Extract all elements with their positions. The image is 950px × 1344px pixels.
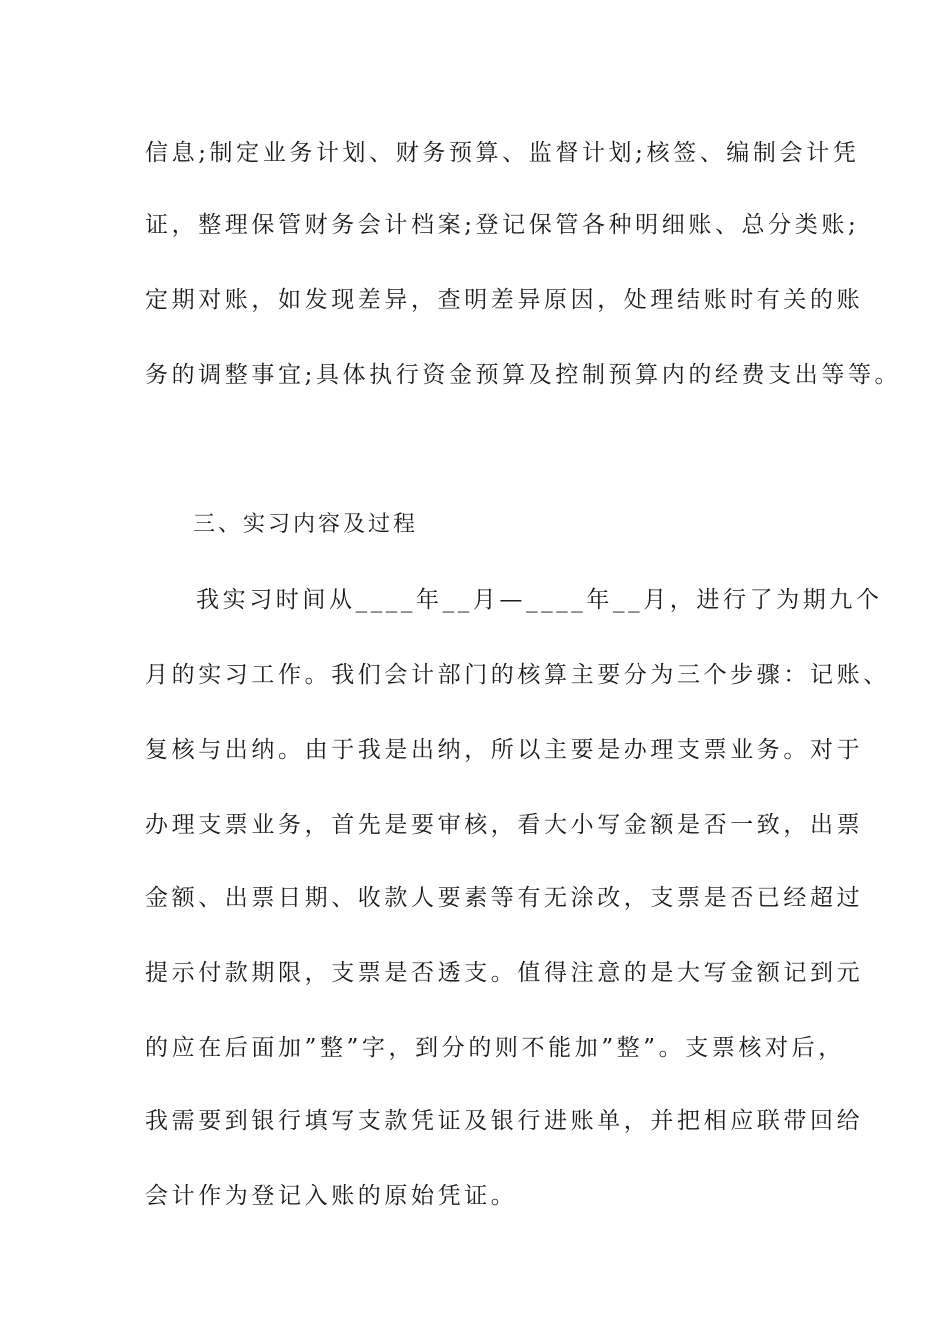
paragraph-1-line-3: 定期对账，如发现差异，查明差异原因，处理结账时有关的账 xyxy=(145,287,864,313)
paragraph-1-line-2: 证，整理保管财务会计档案;登记保管各种明细账、总分类账; xyxy=(145,212,860,238)
paragraph-2-line-7: 的应在后面加”整”字，到分的则不能加”整”。支票核对后， xyxy=(145,1035,845,1061)
section-heading: 三、实习内容及过程 xyxy=(193,512,419,537)
paragraph-2-line-3: 复核与出纳。由于我是出纳，所以主要是办理支票业务。对于 xyxy=(145,737,864,763)
paragraph-2-line-4: 办理支票业务，首先是要审核，看大小写金额是否一致，出票 xyxy=(145,812,864,838)
paragraph-2-line-2: 月的实习工作。我们会计部门的核算主要分为三个步骤：记账、 xyxy=(145,662,890,688)
paragraph-2-line-9: 会计作为登记入账的原始凭证。 xyxy=(145,1183,518,1209)
paragraph-2-line-8: 我需要到银行填写支款凭证及银行进账单，并把相应联带回给 xyxy=(145,1108,864,1134)
paragraph-1-line-4: 务的调整事宜;具体执行资金预算及控制预算内的经费支出等等。 xyxy=(145,362,902,388)
paragraph-2-line-1: 我实习时间从____年__月—____年__月，进行了为期九个 xyxy=(196,587,883,613)
paragraph-1-line-1: 信息;制定业务计划、财务预算、监督计划;核签、编制会计凭 xyxy=(145,140,860,166)
paragraph-2-line-5: 金额、出票日期、收款人要素等有无涂改，支票是否已经超过 xyxy=(145,885,864,911)
paragraph-2-line-6: 提示付款期限，支票是否透支。值得注意的是大写金额记到元 xyxy=(145,960,864,986)
